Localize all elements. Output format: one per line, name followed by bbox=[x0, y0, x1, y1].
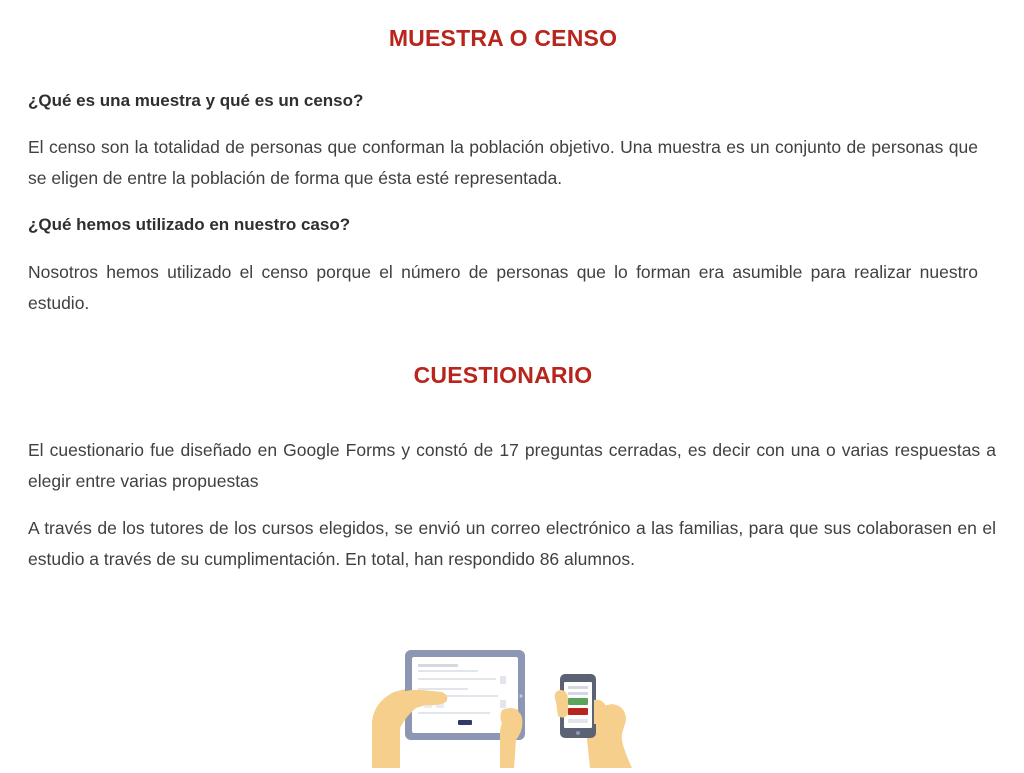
paragraph-cuestionario-diseno: El cuestionario fue diseñado en Google Forms y constó de 17 preguntas cerradas, es decir con una o varias respuestas a elegir entre varias propuestas bbox=[28, 440, 996, 491]
paragraph-censo-utilizado: Nosotros hemos utilizado el censo porque el número de personas que lo forman era asumible para realizar nuestro estudio. bbox=[28, 262, 978, 313]
section-title-muestra: MUESTRA O CENSO bbox=[388, 25, 618, 51]
section-title-cuestionario: CUESTIONARIO bbox=[413, 362, 593, 388]
question-muestra-censo: ¿Qué es una muestra y qué es un censo? bbox=[28, 91, 364, 110]
paragraph-definicion-censo: El censo son la totalidad de personas que conforman la población objetivo. Una muestra es un conjunto de personas que se eligen de entre la población de forma que ésta esté representada. bbox=[28, 137, 978, 188]
question-nuestro-caso: ¿Qué hemos utilizado en nuestro caso? bbox=[28, 215, 351, 234]
hands-holding-tablet-and-phone-icon bbox=[350, 630, 660, 768]
paragraph-cuestionario-envio: A través de los tutores de los cursos elegidos, se envió un correo electrónico a las familias, para que sus colaborasen en el estudio a través de su cumplimentación. En total, han respondido 86 alumnos. bbox=[28, 518, 996, 569]
